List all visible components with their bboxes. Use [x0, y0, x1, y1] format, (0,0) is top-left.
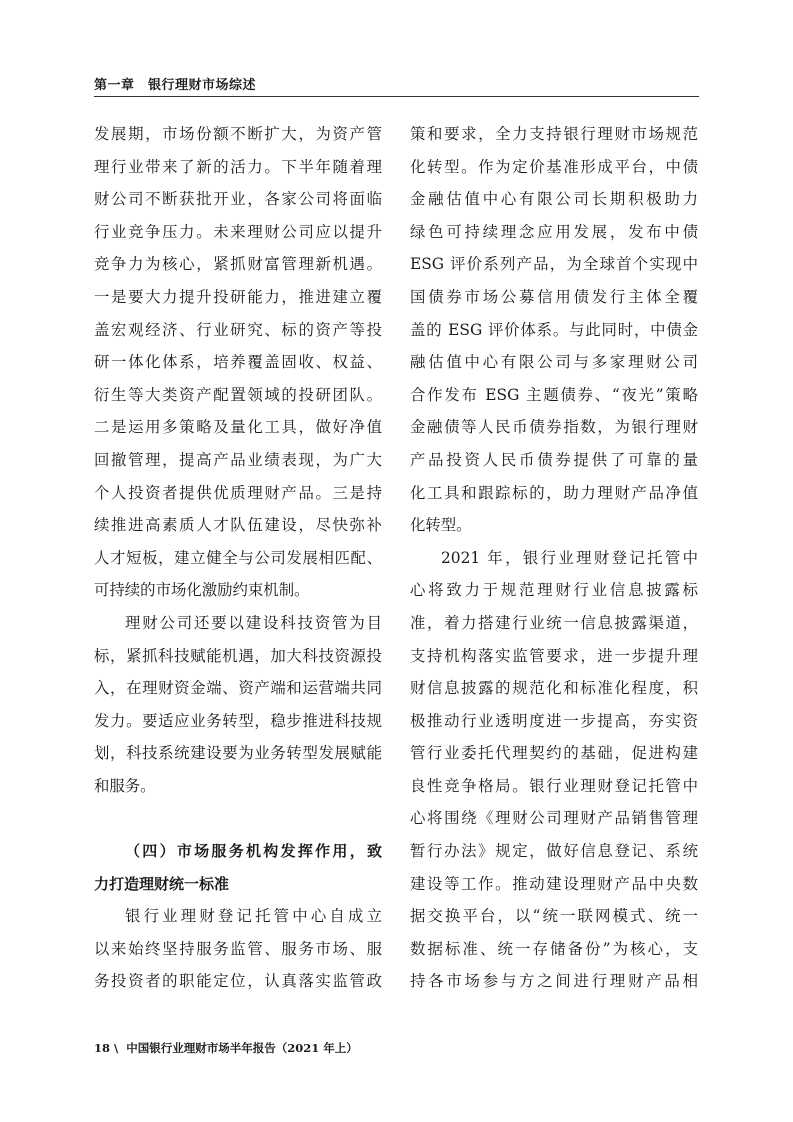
text-line: 准，着力搭建行业统一信息披露渠道， [410, 613, 698, 632]
right-column [410, 118, 698, 998]
text-line: 国债券市场公募信用债发行主体全覆 [410, 287, 698, 306]
text-line: 极推动行业透明度进一步提高，夯实资 [410, 711, 698, 730]
text-line: 人才短板，建立健全与公司发展相匹配、 [94, 548, 382, 567]
text-line: 金融估值中心有限公司长期积极助力 [410, 190, 698, 209]
text-line: 持各市场参与方之间进行理财产品相 [410, 972, 698, 991]
running-header [94, 70, 699, 97]
text-line: 二是运用多策略及量化工具，做好净值 [94, 418, 382, 437]
text-line: 暂行办法》规定，做好信息登记、系统 [410, 842, 698, 861]
text-line: 研一体化体系，培养覆盖固收、权益、 [94, 353, 382, 372]
heading-line: （四）市场服务机构发挥作用，致 [125, 842, 382, 861]
heading-line: 力打造理财统一标准 [94, 874, 230, 893]
text-line: 续推进高素质人才队伍建设，尽快弥补 [94, 516, 382, 535]
text-line: 发力。要适应业务转型，稳步推进科技规 [94, 711, 382, 730]
text-line: 化转型。 [410, 516, 472, 535]
text-line: 入，在理财资金端、资产端和运营端共同 [94, 679, 382, 698]
text-line: 和服务。 [94, 776, 156, 795]
text-line: 标，紧抓科技赋能机遇，加大科技资源投 [94, 646, 382, 665]
text-line: 财公司不断获批开业，各家公司将面临 [94, 190, 382, 209]
text-line: 划，科技系统建设要为业务转型发展赋能 [94, 744, 382, 763]
text-line: 盖的 ESG 评价体系。与此同时，中债金 [410, 320, 698, 339]
text-line: 建设等工作。推动建设理财产品中央数 [410, 874, 698, 893]
text-line: ESG 评价系列产品，为全球首个实现中 [410, 255, 698, 274]
paragraph-tech-asset-management [94, 607, 382, 803]
text-line: 2021 年，银行业理财登记托管中 [441, 548, 698, 567]
text-line: 理财公司还要以建设科技资管为目 [125, 613, 382, 632]
text-line: 产品投资人民币债券提供了可靠的量 [410, 450, 698, 469]
text-line: 理行业带来了新的活力。下半年随着理 [94, 157, 382, 176]
text-line: 盖宏观经济、行业研究、标的资产等投 [94, 320, 382, 339]
text-line: 一是要大力提升投研能力，推进建立覆 [94, 287, 382, 306]
text-line: 衍生等大类资产配置领域的投研团队。 [94, 385, 382, 404]
text-line: 融估值中心有限公司与多家理财公司 [410, 353, 698, 372]
chapter-title: 第一章 银行理财市场综述 [94, 78, 257, 93]
paragraph-esg-valuation [410, 118, 698, 542]
text-line: 化工具和跟踪标的，助力理财产品净值 [410, 483, 698, 502]
text-line: 以来始终坚持服务监管、服务市场、服 [94, 939, 382, 958]
text-line: 策和要求，全力支持银行理财市场规范 [410, 125, 698, 143]
text-line: 化转型。作为定价基准形成平台，中债 [410, 157, 698, 176]
paragraph-2021-disclosure [410, 542, 698, 998]
text-line: 可持续的市场化激励约束机制。 [94, 581, 310, 600]
text-line: 金融债等人民币债券指数，为银行理财 [410, 418, 698, 437]
left-column [94, 118, 382, 998]
text-line: 个人投资者提供优质理财产品。三是持 [94, 483, 382, 502]
text-line: 绿色可持续理念应用发展，发布中债 [410, 222, 698, 241]
text-line: 良性竞争格局。银行业理财登记托管中 [410, 776, 698, 795]
text-line: 据交换平台，以“统一联网模式、统一 [410, 907, 698, 926]
paragraph-market-development [94, 118, 382, 607]
text-line: 务投资者的职能定位，认真落实监管政 [94, 972, 382, 991]
page-footer: 18 \ 中国银行业理财市场半年报告（2021 年上） [94, 1041, 358, 1055]
text-line: 支持机构落实监管要求，进一步提升理 [410, 646, 698, 665]
text-line: 行业竞争压力。未来理财公司应以提升 [94, 222, 382, 241]
text-line: 发展期，市场份额不断扩大，为资产管 [94, 125, 382, 143]
text-line: 心将致力于规范理财行业信息披露标 [410, 581, 698, 600]
text-line: 回撤管理，提高产品业绩表现，为广大 [94, 450, 382, 469]
text-line: 心将围绕《理财公司理财产品销售管理 [410, 809, 698, 828]
paragraph-gap [94, 802, 382, 835]
text-line: 银行业理财登记托管中心自成立 [125, 907, 382, 926]
section-heading [94, 835, 382, 900]
text-line: 数据标准、统一存储备份”为核心，支 [410, 939, 698, 958]
text-line: 竞争力为核心，紧抓财富管理新机遇。 [94, 255, 382, 274]
paragraph-registry-center [94, 900, 382, 998]
text-line: 财信息披露的规范化和标准化程度，积 [410, 679, 698, 698]
text-line: 管行业委托代理契约的基础，促进构建 [410, 744, 698, 763]
text-line: 合作发布 ESG 主题债券、“夜光”策略 [410, 385, 698, 404]
